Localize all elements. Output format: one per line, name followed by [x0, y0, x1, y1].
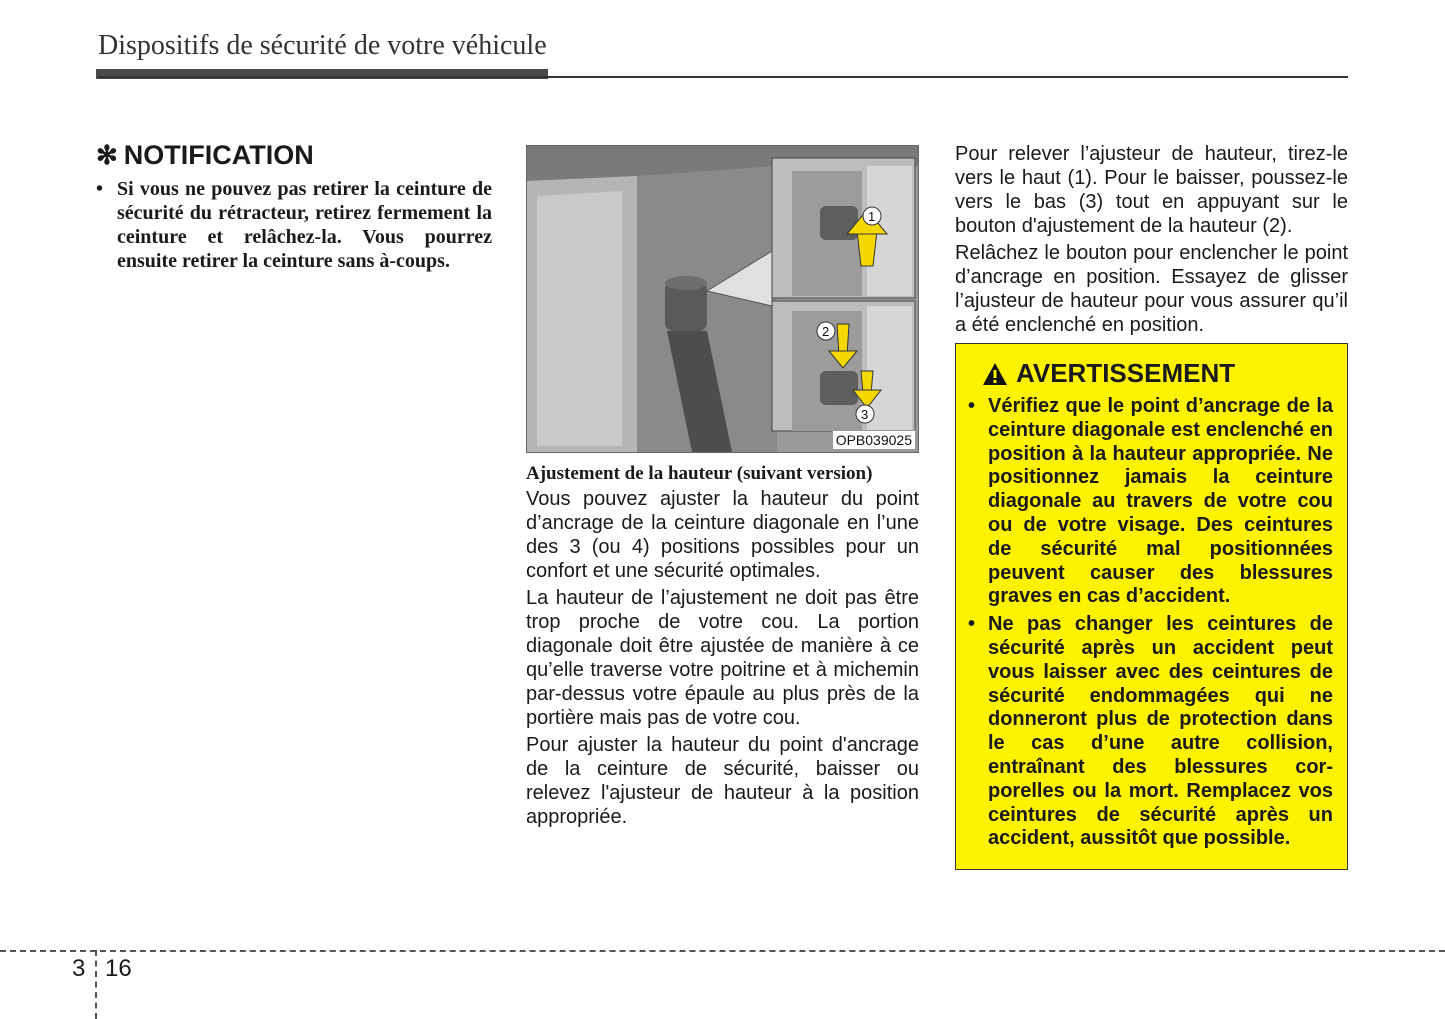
section-paragraph: Vous pouvez ajuster la hauteur du point d’ancrage de la ceinture diagonale en l’une des 3 (ou 4) positions possibles pour un confort et une sécurité optimales. [526, 488, 919, 582]
warning-title: AVERTISSEMENT [1016, 358, 1236, 388]
notification-heading [96, 140, 492, 171]
warning-box [955, 343, 1348, 870]
warning-heading [982, 358, 1333, 389]
warning-item: • Ne pas changer les ceintures de sécurité après un accident peut vous laisser avec des ceintures de sécurité endommagées qui ne donneront plus de protection dans le cas d’une autre collision, entraînant des blessures corporelles ou la mort. Remplacez vos ceintures de sécurité après un accident, aussitôt que possible. [966, 613, 1333, 851]
section-paragraph: Pour ajuster la hauteur du point d'ancrage de la ceinture de sécurité, baisser ou relevez l'ajusteur de hauteur à la position appropriée. [526, 734, 919, 828]
svg-text:1: 1 [868, 209, 876, 224]
figure-label: OPB039025 [832, 430, 916, 450]
svg-text:2: 2 [822, 324, 830, 339]
notification-title: NOTIFICATION [123, 140, 314, 170]
svg-text:3: 3 [861, 407, 869, 422]
page-header-title: Dispositifs de sécurité de votre véhicule [98, 30, 547, 61]
asterisk-icon: ✻ [96, 140, 118, 170]
notification-list [96, 177, 492, 273]
page-section-number: 3 [72, 955, 86, 982]
warning-list [966, 395, 1333, 851]
warning-triangle-icon [982, 362, 1008, 386]
notification-column [96, 140, 492, 273]
page-number: 16 [105, 955, 132, 982]
section-paragraph: La hauteur de l’ajustement ne doit pas être trop proche de votre cou. La portion diagonale doit être ajustée de manière à ce qu’elle traverse votre poitrine et à michemin par-dessus votre épaule au plus près de la portière mais pas de votre cou. [526, 587, 919, 729]
notification-item: • Si vous ne pouvez pas retirer la ceinture de sécurité du rétracteur, retirez fermement la ceinture et relâchez-la. Vous pourrez ensuite retirer la ceinture sans à-coups. [96, 177, 492, 273]
header-rule [98, 76, 1348, 78]
seatbelt-height-figure [526, 145, 919, 453]
footer-vertical-divider [95, 950, 97, 1019]
adjustment-column [526, 145, 919, 832]
instruction-paragraph: Pour relever l’ajusteur de hauteur, tirez-le vers le haut (1). Pour le baisser, poussez-le vers le bas (3) tout en appuyant sur le bouton d'ajustement de la hauteur (2). [955, 143, 1348, 237]
warning-item: • Vérifiez que le point d’ancrage de la ceinture diagonale est enclenché en position à la hauteur appropriée. Ne positionnez jamais la ceinture diagonale au travers de votre cou ou de votre visage. Des ceintures de sécurité mal positionnées peuvent causer des blessures graves en cas d’accident. [966, 395, 1333, 609]
seatbelt-illustration [527, 146, 918, 452]
instruction-paragraph: Relâchez le bouton pour enclencher le point d’ancrage en position. Essayez de glisser l’ajusteur de hauteur pour vous assurer qu’il a été enclenché en position. [955, 242, 1348, 336]
section-caption: Ajustement de la hauteur (suivant version) [526, 463, 873, 484]
footer-divider [0, 950, 1445, 952]
right-column [955, 142, 1348, 870]
